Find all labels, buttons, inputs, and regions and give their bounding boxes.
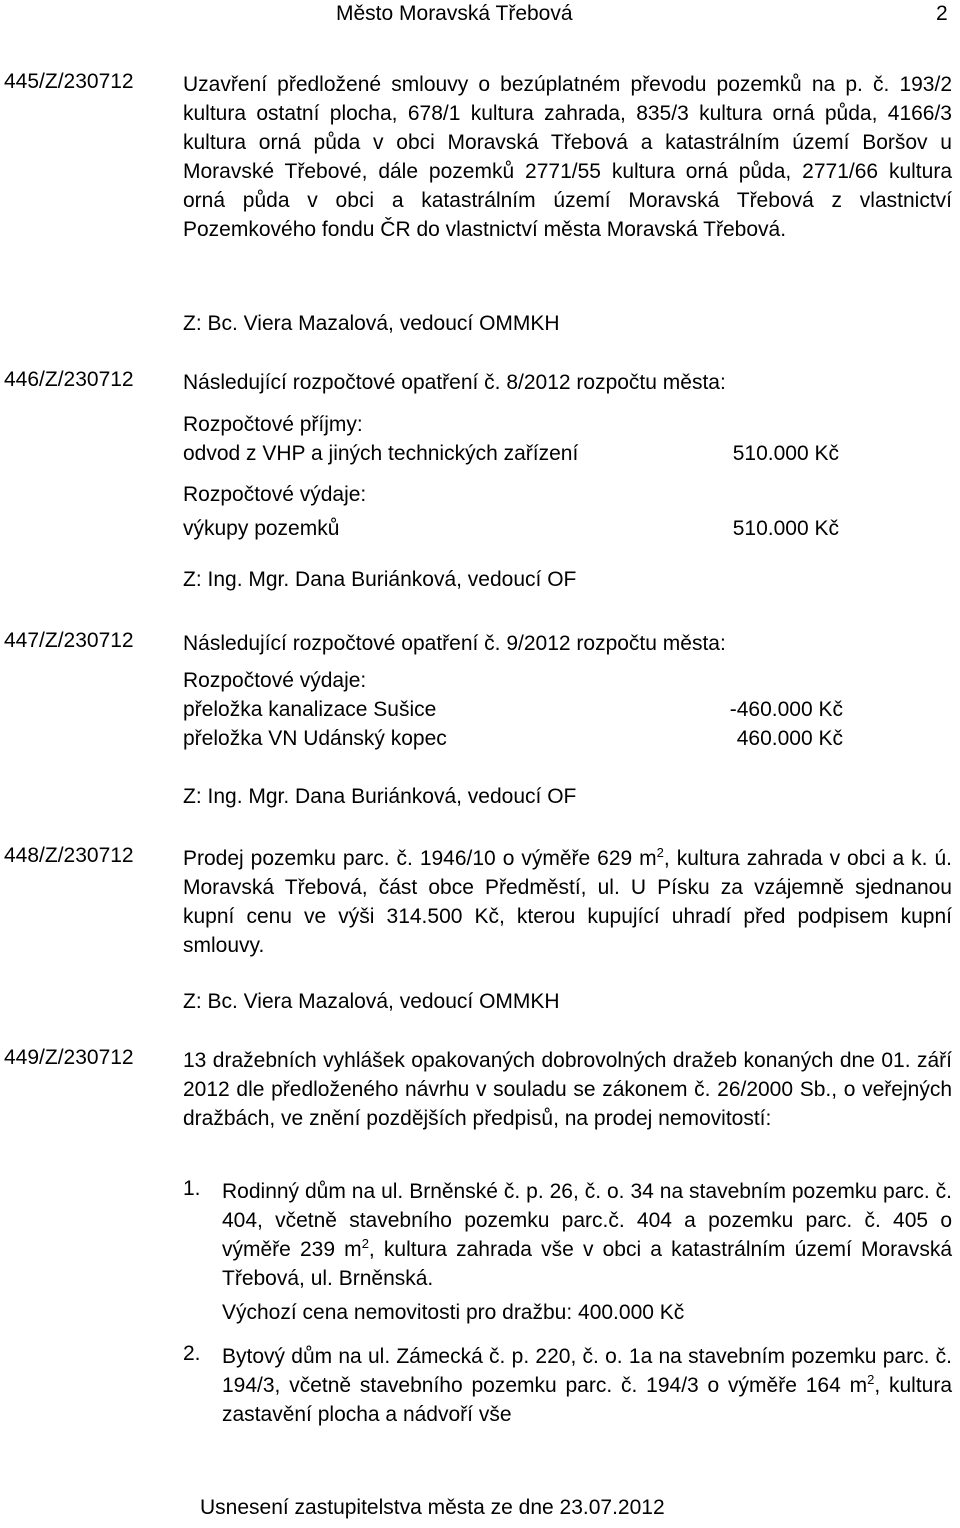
resolution-text: Uzavření předložené smlouvy o bezúplatném převodu pozemků na p. č. 193/2 kultura ostatní plocha, 678/1 kultura zahrada, 835/3 kultura orná půda, 4166/3 kultura orná půda v obci Moravská Třebová a katastrálním území Boršov u Moravské Třebové, dále pozemků 2771/55 kultura orná půda, 2771/66 kultura orná půda v obci a katastrálním území Moravská Třebová z vlastnictví Pozemkového fondu ČR do vlastnictví města Moravská Třebová. bbox=[183, 73, 952, 241]
resolution-text: 13 dražebních vyhlášek opakovaných dobrovolných dražeb konaných dne 01. září 2012 dle předloženého návrhu v souladu se zákonem č. 26/2000 Sb., o veřejných dražbách, ve znění pozdějších předpisů, na prodej nemovitostí: bbox=[183, 1049, 952, 1130]
text-part: Rodinný dům na ul. Brněnské č. p. 26, č. o. 34 na stavebním pozemku parc. č. 404, včetně stavebního pozemku parc.č. 404 a pozemku parc. č. 405 o výměře 239 m bbox=[222, 1180, 952, 1261]
superscript: 2 bbox=[867, 1372, 875, 1387]
budget-amount: 510.000 Kč bbox=[732, 442, 839, 465]
resolution-text bbox=[183, 844, 952, 960]
text-part: , kultura zahrada v obci a k. ú. Moravská Třebová, část obce Předměstí, ul. U Písku za vzájemně sjednanou kupní cenu ve výši 314.500 Kč, kterou kupující uhradí před podpisem kupní smlouvy. bbox=[183, 847, 953, 957]
responsible-person: Z: Bc. Viera Mazalová, vedoucí OMMKH bbox=[183, 990, 560, 1013]
responsible-person: Z: Ing. Mgr. Dana Buriánková, vedoucí OF bbox=[183, 785, 577, 808]
budget-label: výkupy pozemků bbox=[183, 517, 340, 540]
resolution-id: 449/Z/230712 bbox=[4, 1046, 134, 1069]
text-part: Bytový dům na ul. Zámecká č. p. 220, č. o. 1a na stavebním pozemku parc. č. 194/3, včetně stavebního pozemku parc. č. 194/3 o výměře 164 m bbox=[222, 1345, 952, 1397]
page-header bbox=[0, 2, 960, 32]
list-number: 2. bbox=[183, 1342, 201, 1365]
budget-amount: 510.000 Kč bbox=[732, 517, 839, 540]
text-part: Prodej pozemku parc. č. 1946/10 o výměře 629 m bbox=[183, 847, 657, 870]
expense-heading: Rozpočtové výdaje: bbox=[183, 669, 367, 692]
budget-amount: 460.000 Kč bbox=[736, 727, 843, 750]
list-price: Výchozí cena nemovitosti pro dražbu: 400.000 Kč bbox=[222, 1301, 685, 1324]
resolution-id: 446/Z/230712 bbox=[4, 368, 134, 391]
list-text bbox=[222, 1177, 952, 1293]
page-number: 2 bbox=[936, 2, 948, 25]
responsible-person: Z: Ing. Mgr. Dana Buriánková, vedoucí OF bbox=[183, 568, 577, 591]
superscript: 2 bbox=[656, 845, 664, 860]
budget-row bbox=[183, 695, 843, 724]
expense-heading: Rozpočtové výdaje: bbox=[183, 483, 367, 506]
budget-row bbox=[183, 439, 839, 468]
header-city: Město Moravská Třebová bbox=[336, 2, 573, 25]
resolution-id: 445/Z/230712 bbox=[4, 70, 134, 93]
budget-amount: -460.000 Kč bbox=[729, 698, 843, 721]
responsible-person: Z: Bc. Viera Mazalová, vedoucí OMMKH bbox=[183, 312, 560, 335]
budget-label: přeložka VN Udánský kopec bbox=[183, 727, 447, 750]
budget-label: odvod z VHP a jiných technických zařízení bbox=[183, 442, 579, 465]
text-part: , kultura zahrada vše v obci a katastrálním území Moravská Třebová, ul. Brněnská. bbox=[222, 1238, 953, 1290]
resolution-id: 447/Z/230712 bbox=[4, 629, 134, 652]
income-heading: Rozpočtové příjmy: bbox=[183, 413, 363, 436]
page-footer: Usnesení zastupitelstva města ze dne 23.07.2012 bbox=[200, 1496, 665, 1519]
budget-table bbox=[183, 666, 843, 753]
budget-label: přeložka kanalizace Sušice bbox=[183, 698, 437, 721]
budget-row bbox=[183, 514, 839, 543]
superscript: 2 bbox=[361, 1236, 369, 1251]
list-number: 1. bbox=[183, 1177, 201, 1200]
budget-table bbox=[183, 410, 839, 543]
resolution-id: 448/Z/230712 bbox=[4, 844, 134, 867]
text-part: , kultura zastavění plocha a nádvoří vše bbox=[222, 1374, 953, 1426]
resolution-title: Následující rozpočtové opatření č. 9/2012 rozpočtu města: bbox=[183, 632, 726, 655]
budget-row bbox=[183, 724, 843, 753]
list-text bbox=[222, 1342, 952, 1429]
resolution-title: Následující rozpočtové opatření č. 8/2012 rozpočtu města: bbox=[183, 371, 726, 394]
